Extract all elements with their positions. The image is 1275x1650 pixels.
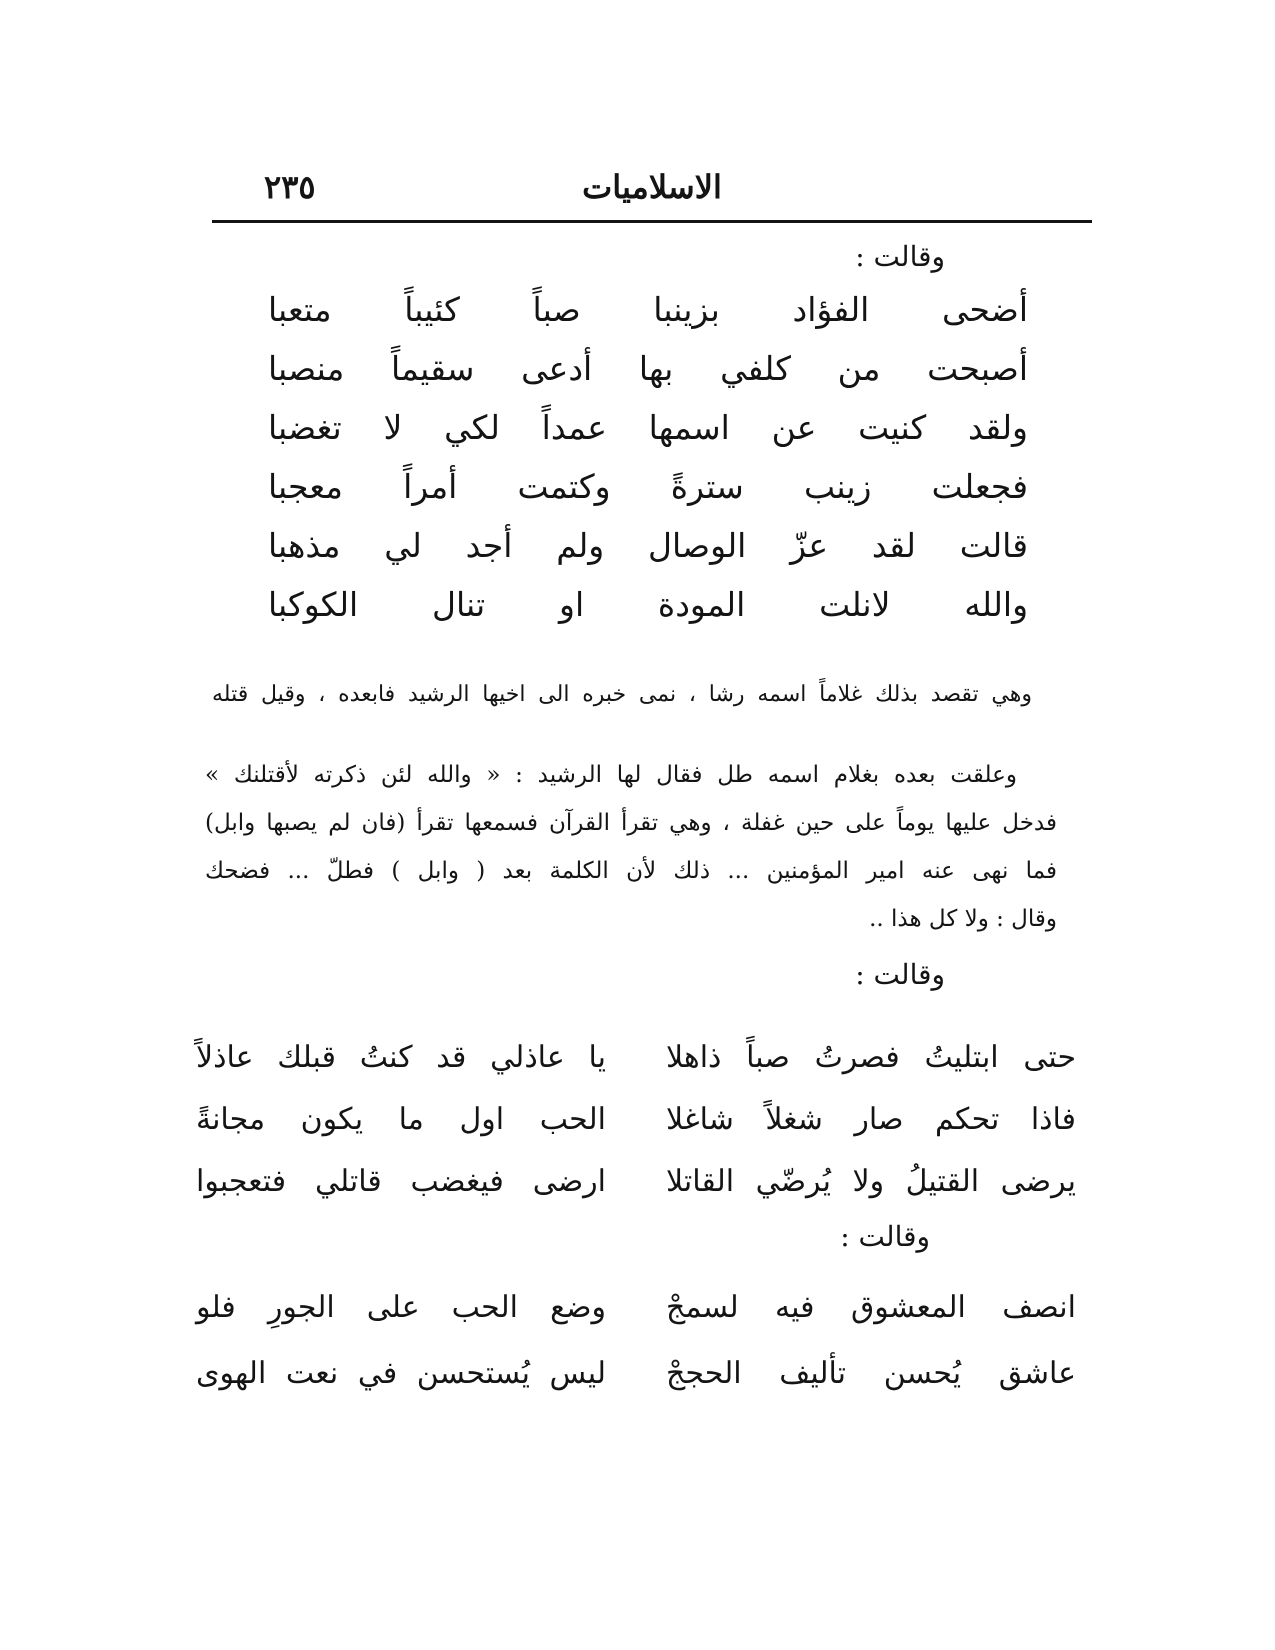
verse-first-hemistich: وضع الحب على الجورِ فلو [196,1290,606,1325]
verse-first-hemistich: ليس يُستحسن في نعت الهوى [196,1356,606,1391]
section2-intro: وقالت : [855,958,945,991]
verse-line: والله لانلت المودة او تنال الكوكبا [268,585,1028,624]
verse-line: أصبحت من كلفي بها أدعى سقيماً منصبا [268,349,1028,388]
page-header [212,168,1092,212]
running-title: الاسلاميات [582,168,722,206]
prose-line: فما نهى عنه امير المؤمنين ... ذلك لأن الكلمة بعد ( وابل ) فطلّ ... فضحك [205,858,1057,884]
verse-row [196,1102,1076,1164]
verse-row [196,1356,1076,1422]
verse-line: فجعلت زينب سترةً وكتمت أمراً معجبا [268,467,1028,506]
prose-line: وقال : ولا كل هذا .. [869,906,1057,932]
section3-intro: وقالت : [840,1220,930,1253]
prose-paragraph [205,762,1057,954]
verse-row [196,1290,1076,1356]
prose-line: فدخل عليها يوماً على حين غفلة ، وهي تقرأ القرآن فسمعها تقرأ (فان لم يصبها وابل) [205,810,1057,836]
poem-2 [196,1040,1076,1226]
verse-second-hemistich: فاذا تحكم صار شغلاً شاغلا [666,1102,1076,1137]
section1-intro: وقالت : [855,240,945,273]
prose-line: وعلقت بعده بغلام اسمه طل فقال لها الرشيد : « والله لئن ذكرته لأقتلنك » [205,762,1017,788]
poem-1-note: وهي تقصد بذلك غلاماً اسمه رشا ، نمى خبره الى اخيها الرشيد فابعده ، وقيل قتله [212,682,1032,707]
page-number: ٢٣٥ [264,168,316,206]
verse-line: أضحى الفؤاد بزينبا صباً كئيباً متعبا [268,290,1028,329]
verse-row [196,1164,1076,1226]
verse-first-hemistich: يا عاذلي قد كنتُ قبلك عاذلاً [196,1040,606,1075]
verse-line: قالت لقد عزّ الوصال ولم أجد لي مذهبا [268,526,1028,565]
header-rule [212,220,1092,223]
verse-second-hemistich: حتى ابتليتُ فصرتُ صباً ذاهلا [666,1040,1076,1075]
verse-second-hemistich: انصف المعشوق فيه لسمجْ [666,1290,1076,1325]
verse-second-hemistich: يرضى القتيلُ ولا يُرضّي القاتلا [666,1164,1076,1199]
poem-1 [268,290,1028,644]
poem-3 [196,1290,1076,1422]
verse-line: ولقد كنيت عن اسمها عمداً لكي لا تغضبا [268,408,1028,447]
verse-first-hemistich: ارضى فيغضب قاتلي فتعجبوا [196,1164,606,1199]
verse-second-hemistich: عاشق يُحسن تأليف الحججْ [666,1356,1076,1391]
verse-first-hemistich: الحب اول ما يكون مجانةً [196,1102,606,1137]
verse-row [196,1040,1076,1102]
